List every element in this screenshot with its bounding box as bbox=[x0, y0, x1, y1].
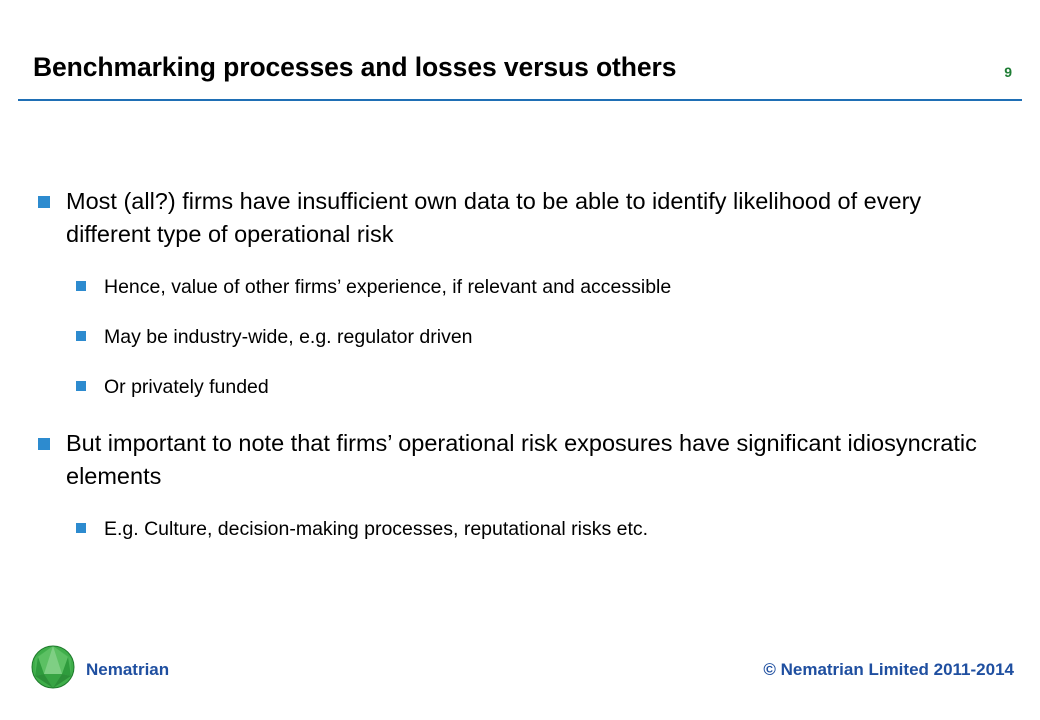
slide-number: 9 bbox=[1004, 64, 1012, 80]
bullet-square-icon bbox=[76, 523, 86, 533]
nematrian-logo-icon bbox=[30, 644, 76, 690]
bullet-square-icon bbox=[38, 196, 50, 208]
copyright-text: © Nematrian Limited 2011-2014 bbox=[763, 660, 1014, 679]
list-item-text: Or privately funded bbox=[104, 376, 269, 398]
list-item bbox=[0, 273, 1040, 301]
page-title: Benchmarking processes and losses versus others bbox=[33, 52, 677, 82]
slide-header bbox=[0, 52, 1040, 102]
list-item-text: May be industry-wide, e.g. regulator driven bbox=[104, 326, 473, 348]
list-item bbox=[0, 515, 1040, 543]
bullet-square-icon bbox=[76, 281, 86, 291]
list-item-text: Hence, value of other firms’ experience, if relevant and accessible bbox=[104, 276, 672, 298]
list-item bbox=[0, 373, 1040, 401]
header-divider bbox=[18, 99, 1022, 101]
slide-body bbox=[0, 185, 1040, 557]
list-item bbox=[0, 427, 1040, 493]
list-item-text: E.g. Culture, decision-making processes, reputational risks etc. bbox=[104, 518, 649, 540]
list-item-text: Most (all?) firms have insufficient own data to be able to identify likelihood of every different type of operational risk bbox=[66, 188, 922, 247]
bullet-square-icon bbox=[38, 438, 50, 450]
list-item bbox=[0, 185, 1040, 251]
list-item-text: But important to note that firms’ operational risk exposures have significant idiosyncratic elements bbox=[66, 430, 977, 489]
list-item bbox=[0, 323, 1040, 351]
logo-text: Nematrian bbox=[86, 660, 170, 679]
bullet-square-icon bbox=[76, 331, 86, 341]
slide-footer bbox=[0, 630, 1040, 720]
bullet-square-icon bbox=[76, 381, 86, 391]
